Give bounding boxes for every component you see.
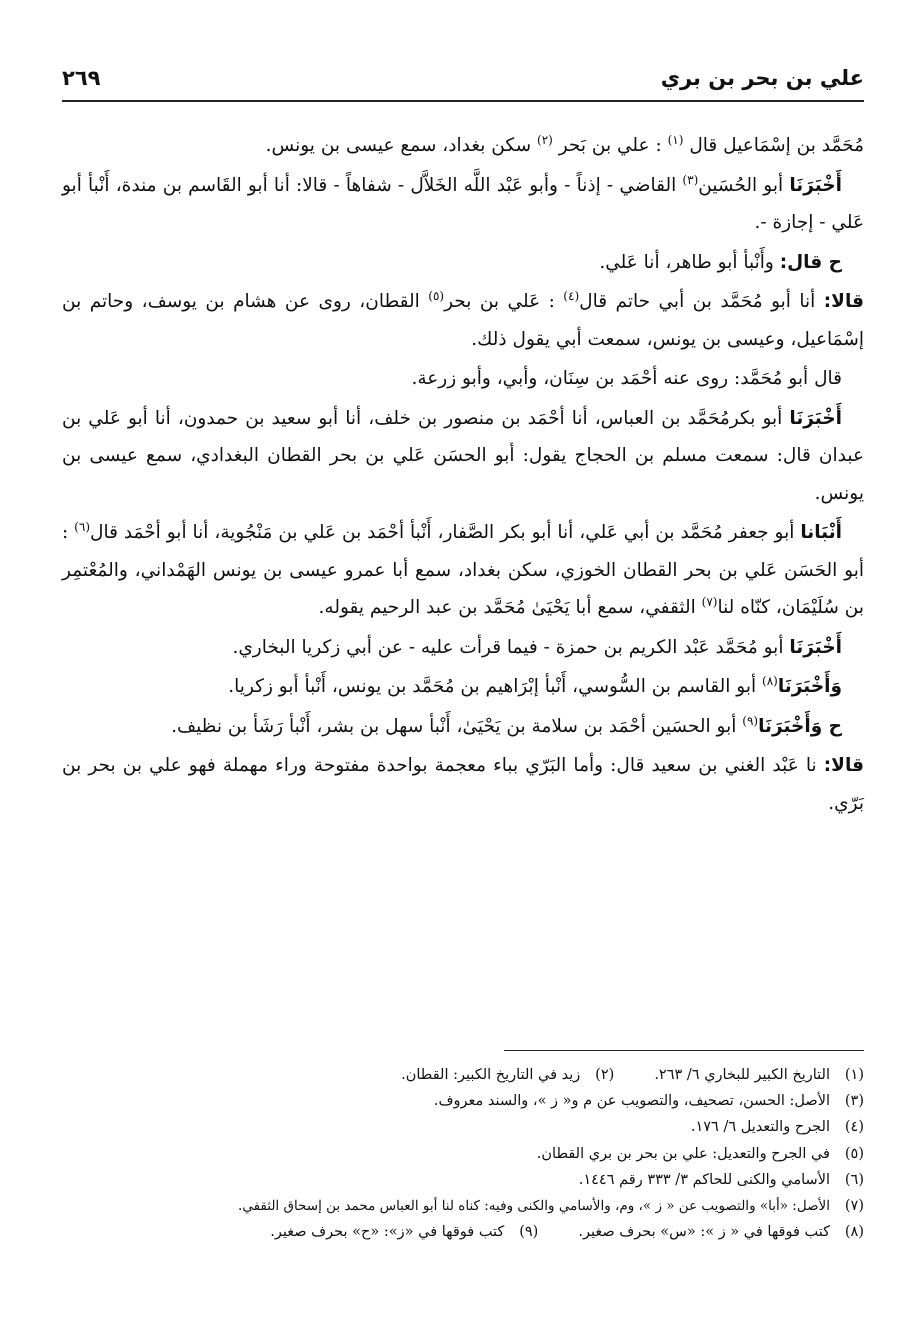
footnote-ref: (٢) [537, 132, 553, 147]
footnote-line [62, 1141, 864, 1167]
footnote-number: (٧) [844, 1198, 864, 1215]
footnote-ref: (٣) [682, 172, 699, 187]
footnote-ref: (٤) [563, 288, 580, 303]
footnote-line [62, 1193, 864, 1219]
footnote-ref: (١) [667, 132, 684, 147]
footnote-line [62, 1062, 864, 1088]
footnote-number: (٢) [595, 1067, 615, 1083]
paragraph-2 [62, 167, 864, 242]
footnote-text: الأصل: الحسن، تصحيف، والتصويب عن م و« ز »، والسند معروف. [433, 1093, 830, 1110]
footnote-number: (٤) [844, 1119, 864, 1136]
narration-lead: قالا: [823, 755, 864, 776]
text: سكن بغداد، سمع عيسى بن يونس. [265, 135, 532, 156]
footnote-text: في الجرح والتعديل: علي بن بحر بن بري القطان. [536, 1145, 830, 1162]
narration-lead: قالا: [823, 291, 865, 312]
page-header [62, 60, 864, 102]
paragraph-5: قال أبو مُحَمَّد: روى عنه أحْمَد بن سِنَان، وأبي، وأبو زرعة. [411, 368, 842, 389]
text: القاضي - إذناً - وأبو عَبْد اللَّه الخَلاَّل - شفاهاً - قالا: أنا أبو القَاسم بن مندة، أَنْبأ أبو عَلي - إجازة -. [62, 174, 864, 233]
text: مُحَمَّد بن إسْمَاعيل قال [689, 135, 864, 156]
footnote-number: (٨) [844, 1224, 864, 1241]
narration-lead: أَخْبَرَنَا [789, 636, 842, 658]
narration-lead: ح وَأَخْبَرَنَا [758, 715, 842, 737]
main-text [62, 127, 864, 824]
footnote-text: كتب فوقها في «ز»: «ح» بحرف صغير. [270, 1224, 505, 1241]
paragraph-7 [62, 514, 864, 627]
paragraph-9 [62, 668, 864, 706]
text: : عَلي بن بحر [444, 291, 555, 312]
text: أبو جعفر مُحَمَّد بن أبي عَلي، أنا أبو بكر الصَّفار، أَنْبأ أحْمَد بن عَلي بن مَنْجُوية، أنا أبو أحْمَد قال [90, 522, 795, 543]
footnote-number: (٩) [519, 1224, 539, 1241]
text: أبو القاسم بن السُّوسي، أَنْبأ إبْرَاهيم بن مُحَمَّد بن يونس، أَنْبأ أبو زكريا. [228, 676, 757, 697]
text: الثقفي، سمع أبا يَحْيَىٰ مُحَمَّد بن عبد الرحيم يقوله. [318, 597, 696, 618]
footnote-text: الجرح والتعديل ٦/ ١٧٦. [690, 1119, 830, 1136]
text: : أبو الحَسَن عَلي بن بحر القطان الخوزي، سكن بغداد، سمع أبا عمرو عيسى بن يونس الهَمْداني، والمُعْتمِر بن سُلَيْمَان، كنّاه لنا [62, 522, 864, 618]
running-title: علي بن بحر بن بري [660, 66, 864, 90]
footnote-line [62, 1088, 864, 1114]
footnote-number: (٣) [844, 1093, 864, 1110]
text: أبو الحسَين أحْمَد بن سلامة بن يَحْيَىٰ، أَنْبأ سهل بن بشر، أَنْبأ رَشَأ بن نظيف. [171, 715, 737, 737]
footnotes [62, 1062, 864, 1245]
footnote-divider [504, 1050, 864, 1051]
paragraph-3 [62, 244, 864, 282]
footnote-line [62, 1167, 864, 1193]
footnote-ref: (٥) [428, 288, 445, 303]
footnote-text: كتب فوقها في « ز »: «س» بحرف صغير. [578, 1224, 830, 1241]
footnote-ref: (٧) [701, 594, 718, 609]
paragraph-8 [62, 629, 864, 667]
text: أبو بكرمُحَمَّد بن العباس، أنا أحْمَد بن منصور بن خلف، أنا أبو سعيد بن حمدون، أنا أبو عَلي بن عبدان قال: سمعت مسلم بن الحجاج يقول: أبو الحسَن عَلي بن بحر القطان البغدادي، سمع عيسى بن يونس. [62, 407, 864, 504]
text: أبو الحُسَين [698, 174, 784, 196]
page-number: ٢٦٩ [62, 66, 101, 90]
text: وأَنْبأ أبو طاهر، أنا عَلي. [599, 251, 774, 273]
paragraph-10 [62, 708, 864, 746]
footnote-text: التاريخ الكبير للبخاري ٦/ ٢٦٣. [654, 1067, 830, 1083]
footnote-number: (٦) [844, 1171, 864, 1188]
narration-lead: ح قال: [779, 251, 842, 273]
text: : علي بن بَحر [558, 135, 662, 156]
footnote-line [62, 1114, 864, 1140]
footnote-number: (٥) [844, 1145, 864, 1162]
text: أبو مُحَمَّد عَبْد الكريم بن حمزة - فيما قرأت عليه - عن أبي زكريا البخاري. [232, 636, 784, 658]
text: نا عَبْد الغني بن سعيد قال: وأما البَرّي بباء معجمة بواحدة مفتوحة وراء مهملة فهو علي بن بحر بن بَرّي. [62, 755, 864, 814]
footnote-text: الأسامي والكنى للحاكم ٣/ ٣٣٣ رقم ١٤٤٦. [578, 1171, 830, 1188]
narration-lead: أَخْبَرَنَا [789, 174, 842, 196]
text: أنا أبو مُحَمَّد بن أبي حاتم قال [579, 291, 816, 312]
narration-lead: أَنْبَانا [800, 522, 843, 543]
paragraph-4 [62, 283, 864, 358]
footnote-ref: (٩) [742, 713, 759, 728]
paragraph-1 [62, 127, 864, 165]
footnote-text: الأصل: «أبا» والتصويب عن « ز »، وم، والأسامي والكنى وفيه: كناه لنا أبو العباس محمد بن إسحاق الثقفي. [238, 1198, 830, 1215]
paragraph-11 [62, 747, 864, 822]
footnote-line [62, 1219, 864, 1245]
paragraph-6 [62, 400, 864, 513]
narration-lead: أَخْبَرَنَا [789, 407, 843, 429]
footnote-ref: (٦) [74, 519, 90, 534]
text: القطان، روى عن هشام بن يوسف، وحاتم بن إسْمَاعيل، وعيسى بن يونس، سمعت أبي يقول ذلك. [62, 291, 864, 350]
footnote-number: (١) [844, 1067, 864, 1083]
footnote-ref: (٨) [762, 673, 778, 688]
narration-lead: وَأَخْبَرَنَا [777, 676, 842, 697]
footnote-text: زيد في التاريخ الكبير: القطان. [401, 1067, 581, 1083]
